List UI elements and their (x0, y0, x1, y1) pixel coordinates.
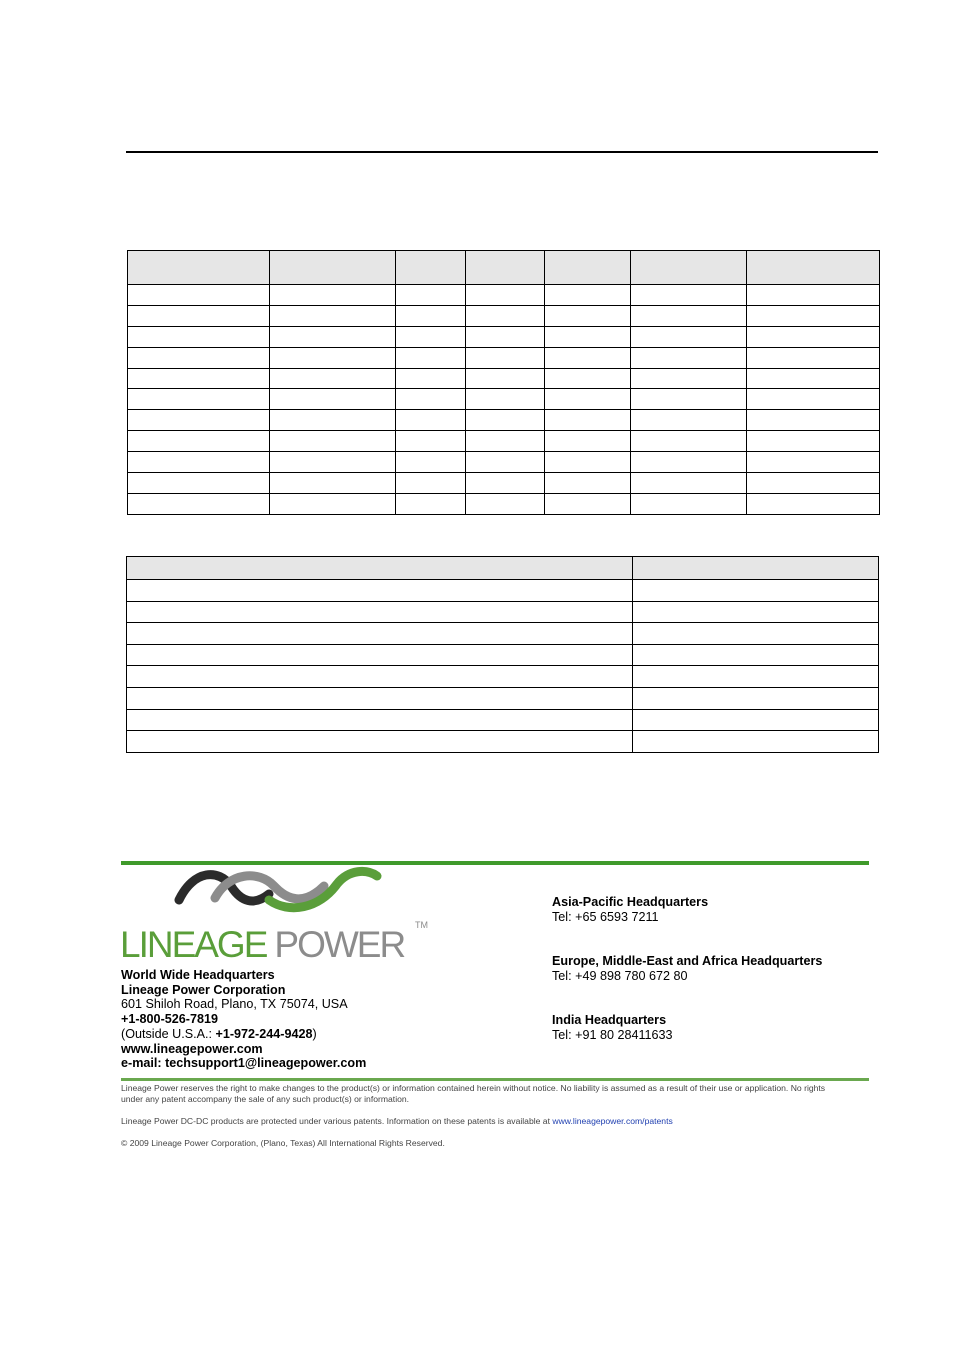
table-cell (633, 580, 879, 602)
table-cell (466, 326, 545, 347)
table-cell (128, 431, 270, 452)
table-cell (396, 305, 466, 326)
table-cell (127, 623, 633, 645)
region-name: Asia-Pacific Headquarters (552, 895, 709, 909)
table-cell (396, 473, 466, 494)
table-cell (466, 305, 545, 326)
table-cell (396, 389, 466, 410)
table-cell (270, 410, 396, 431)
table-cell (545, 305, 631, 326)
table-cell (270, 431, 396, 452)
table-cell (466, 493, 545, 514)
table-cell (128, 368, 270, 389)
outside-usa-phone-line (121, 1027, 366, 1042)
table-row (127, 580, 879, 602)
table-cell (747, 389, 880, 410)
region-emea (552, 954, 822, 984)
table-cell (127, 666, 633, 688)
region-tel: Tel: +65 6593 7211 (552, 910, 659, 924)
table-cell (631, 285, 747, 306)
table-row (127, 601, 879, 623)
ordering-table (127, 250, 880, 515)
trademark: TM (415, 920, 428, 930)
table-cell (633, 687, 879, 709)
table-cell (631, 305, 747, 326)
company-name: Lineage Power Corporation (121, 982, 286, 997)
table-row (128, 431, 880, 452)
table-cell (128, 493, 270, 514)
phone: +1-800-526-7819 (121, 1012, 218, 1027)
table-cell (747, 305, 880, 326)
region-india (552, 1013, 673, 1043)
region-asia-pacific (552, 895, 708, 925)
table-cell (631, 431, 747, 452)
table-cell (270, 452, 396, 473)
table-row (128, 410, 880, 431)
table-cell (127, 644, 633, 666)
table-row (128, 389, 880, 410)
table-cell (631, 493, 747, 514)
lineage-power-logo (119, 864, 439, 964)
table-cell (545, 473, 631, 494)
top-rule (126, 151, 878, 153)
table-cell (270, 305, 396, 326)
table-cell (545, 493, 631, 514)
table-cell (631, 452, 747, 473)
table-cell (747, 493, 880, 514)
table-cell (545, 368, 631, 389)
table-cell (270, 473, 396, 494)
table-cell (633, 601, 879, 623)
table-cell (747, 473, 880, 494)
table-cell (127, 601, 633, 623)
table-cell (127, 580, 633, 602)
table-header-row (127, 557, 879, 580)
table-cell (631, 410, 747, 431)
table-row (127, 644, 879, 666)
table-cell (545, 285, 631, 306)
table-cell (128, 389, 270, 410)
table-cell (631, 347, 747, 368)
table-cell (631, 368, 747, 389)
table-cell (747, 452, 880, 473)
table-row (127, 666, 879, 688)
table-cell (466, 389, 545, 410)
address: 601 Shiloh Road, Plano, TX 75074, USA (121, 997, 348, 1012)
table-cell (545, 326, 631, 347)
table-cell (545, 452, 631, 473)
website-link[interactable]: www.lineagepower.com (121, 1041, 263, 1056)
table-row (127, 623, 879, 645)
table-cell (633, 666, 879, 688)
copyright: © 2009 Lineage Power Corporation, (Plano, Texas) All International Rights Reserved. (121, 1138, 445, 1148)
table-cell (396, 493, 466, 514)
table-cell (545, 389, 631, 410)
table-cell (747, 431, 880, 452)
table-cell (545, 347, 631, 368)
region-name: Europe, Middle-East and Africa Headquarters (552, 954, 823, 968)
table-cell (633, 623, 879, 645)
email-link[interactable]: e-mail: techsupport1@lineagepower.com (121, 1056, 367, 1071)
table-row (128, 452, 880, 473)
table-cell (128, 347, 270, 368)
table-cell (466, 452, 545, 473)
world-headquarters-contact (121, 968, 366, 1071)
table-cell (396, 431, 466, 452)
table-row (128, 347, 880, 368)
table-cell (396, 347, 466, 368)
table-row (127, 709, 879, 731)
table-row (128, 473, 880, 494)
table-cell (747, 368, 880, 389)
region-name: India Headquarters (552, 1013, 667, 1027)
svg-text:LINEAGEPOWER: LINEAGE POWER (120, 924, 405, 964)
green-divider-bottom (121, 1078, 869, 1081)
table-cell (128, 285, 270, 306)
table-cell (747, 347, 880, 368)
table-cell (633, 644, 879, 666)
table-cell (747, 326, 880, 347)
table-header-row (128, 251, 880, 285)
table-row (127, 687, 879, 709)
table-cell (127, 731, 633, 753)
table-cell (396, 410, 466, 431)
table-cell (466, 285, 545, 306)
table-cell (631, 473, 747, 494)
table-cell (747, 410, 880, 431)
table-cell (631, 326, 747, 347)
outside-phone: +1-972-244-9428 (215, 1026, 313, 1041)
table-cell (128, 305, 270, 326)
table-cell (270, 368, 396, 389)
table-cell (270, 389, 396, 410)
options-table (126, 556, 879, 753)
table-cell (466, 410, 545, 431)
table-cell (466, 368, 545, 389)
table-cell (466, 347, 545, 368)
table-cell (127, 687, 633, 709)
table-row (128, 368, 880, 389)
table-cell (396, 285, 466, 306)
table-row (127, 731, 879, 753)
table-cell (747, 285, 880, 306)
region-tel: Tel: +91 80 28411633 (552, 1028, 673, 1042)
table-cell (466, 473, 545, 494)
region-tel: Tel: +49 898 780 672 80 (552, 969, 688, 983)
table-cell (633, 731, 879, 753)
table-cell (631, 389, 747, 410)
table-cell (396, 368, 466, 389)
patents-link[interactable]: www.lineagepower.com/patents (552, 1116, 673, 1126)
patents-text: Lineage Power DC-DC products are protected under various patents. Information on these patents is available at (121, 1116, 553, 1126)
table-cell (128, 326, 270, 347)
table-cell (270, 493, 396, 514)
patents-notice (121, 1116, 841, 1127)
contact-heading: World Wide Headquarters (121, 968, 275, 982)
table-cell (633, 709, 879, 731)
table-cell (270, 347, 396, 368)
table-cell (127, 709, 633, 731)
table-cell (396, 452, 466, 473)
table-row (128, 493, 880, 514)
table-cell (128, 473, 270, 494)
table-cell (128, 410, 270, 431)
table-row (128, 326, 880, 347)
table-cell (466, 431, 545, 452)
table-row (128, 285, 880, 306)
table-cell (128, 452, 270, 473)
legal-notice: Lineage Power reserves the right to make changes to the product(s) or information contained herein without notice. No liability is assumed as a result of their use or application. No rights under any patent accompany the sale of any such product(s) or information. (121, 1083, 826, 1104)
table-row (128, 305, 880, 326)
table-cell (545, 410, 631, 431)
table-cell (396, 326, 466, 347)
table-cell (545, 431, 631, 452)
table-cell (270, 285, 396, 306)
outside-suffix: ) (312, 1026, 317, 1041)
outside-prefix: (Outside U.S.A.: (121, 1026, 216, 1041)
table-cell (270, 326, 396, 347)
